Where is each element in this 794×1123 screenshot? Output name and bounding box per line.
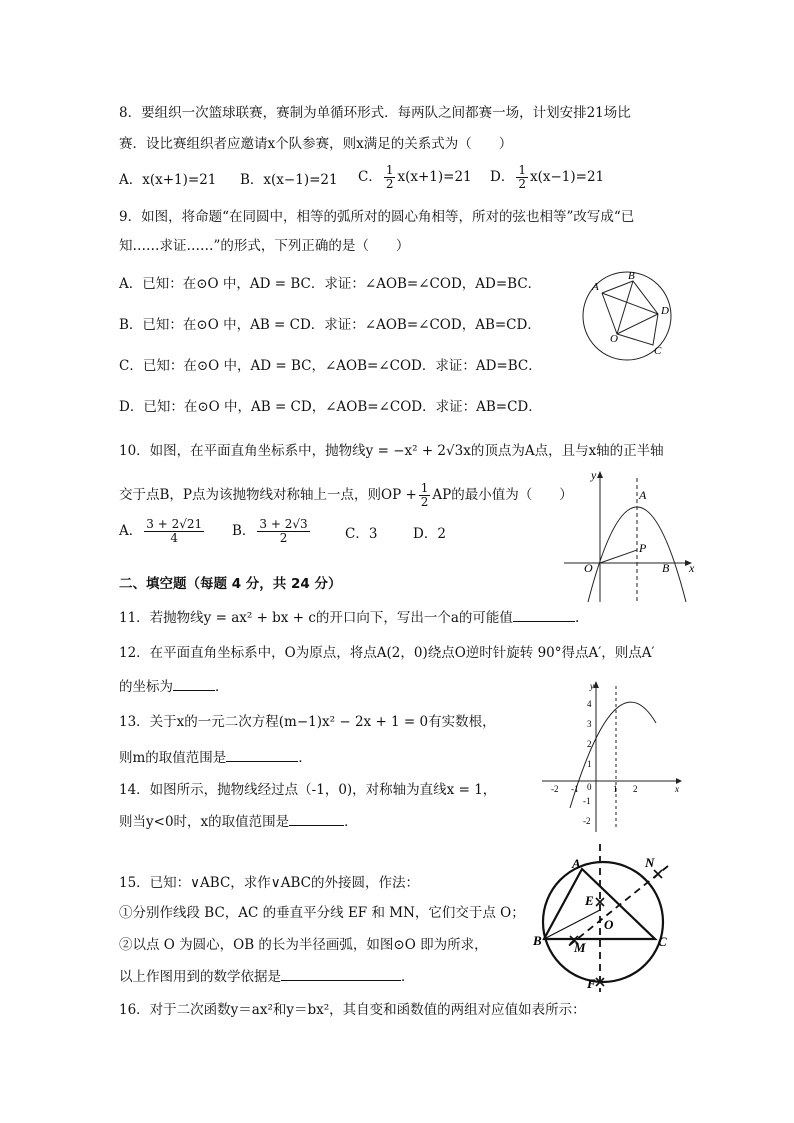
q15-circumcircle-figure <box>530 842 692 998</box>
q14-xtick-2: 2 <box>633 784 638 794</box>
q14-ytick-1: 1 <box>587 759 592 769</box>
q10-option-b-fraction: $\frac{3 + 2√3}{2}$ <box>259 517 308 545</box>
section-heading: 二、填空题（每题 4 分，共 24 分） <box>119 576 342 592</box>
q9-label-o: O <box>610 333 618 345</box>
q11-answer-blank[interactable] <box>513 607 575 622</box>
q14-ytick-neg1: -1 <box>583 796 591 806</box>
q10-option-b <box>232 518 312 545</box>
q9-option-a: A．已知：在⊙O 中，AD = BC．求证：∠AOB=∠COD，AD=BC． <box>119 276 542 292</box>
q14-xtick-1: 1 <box>613 784 618 794</box>
q9-circle-figure <box>575 270 685 370</box>
q8-option-c-label: C． <box>358 169 382 185</box>
q15-label-a: A <box>572 856 581 871</box>
q8-option-d-expr: x(x−1)=21 <box>529 169 605 185</box>
q14-answer-blank[interactable] <box>289 811 344 826</box>
q9-option-c: C．已知：在⊙O 中，AD = BC，∠AOB=∠COD．求证：AD=BC． <box>119 358 542 374</box>
q16-line1: 16．对于二次函数y＝ax²和y＝bx²，其自变和函数值的两组对应值如表所示： <box>119 1002 586 1018</box>
q8-option-d-label: D． <box>490 169 515 185</box>
half-fraction: $\frac{1}{2}$ <box>420 481 429 509</box>
q9-option-d: D．已知：在⊙O 中，AB = CD，∠AOB=∠COD．求证：AB=CD． <box>119 399 542 415</box>
q15-label-f: F <box>587 976 596 991</box>
q10-line2-post: AP的最小值为（ ） <box>432 487 573 503</box>
q9-label-c: C <box>654 345 662 357</box>
q13-answer-blank[interactable] <box>226 747 298 762</box>
q10-label-p: P <box>639 541 647 555</box>
q14-xtick-neg1: -1 <box>571 784 579 794</box>
q10-option-b-label: B． <box>232 523 256 539</box>
q12-line2: 的坐标为 ． <box>119 676 229 697</box>
q8-option-c-expr: x(x+1)=21 <box>397 169 472 185</box>
q10-line2-pre: 交于点B，P点为该抛物线对称轴上一点，则OP + <box>119 487 417 503</box>
q9-line2: 知……求证……”的形式，下列正确的是（ ） <box>119 238 410 254</box>
q9-option-b: B．已知：在⊙O 中，AB = CD．求证：∠AOB=∠COD，AB=CD． <box>119 317 541 333</box>
q14-ytick-3: 3 <box>587 719 592 729</box>
q11-text: 11．若抛物线y = ax² + bx + c的开口向下，写出一个a的可能值 <box>119 610 513 626</box>
q10-label-a: A <box>639 488 647 502</box>
q15-label-n: N <box>645 855 655 870</box>
q15-label-m: M <box>574 940 586 955</box>
q9-label-d: D <box>661 305 669 317</box>
q15-line2: ①分别作线段 BC，AC 的垂直平分线 EF 和 MN，它们交于点 O； <box>119 905 525 921</box>
q8-option-b: B．x(x−1)=21 <box>240 172 338 188</box>
q8-option-a: A．x(x+1)=21 <box>119 172 217 188</box>
q9-label-a: A <box>592 281 599 293</box>
q14-parabola-figure <box>538 678 688 836</box>
q12-answer-blank[interactable] <box>173 676 215 691</box>
q9-line1: 9．如图，将命题“在同圆中，相等的弧所对的圆心角相等，所对的弦也相等”改写成“已 <box>119 209 635 225</box>
q10-line1: 10．如图，在平面直角坐标系中，抛物线y = −x² + 2√3x的顶点为A点，且与x轴的正半轴 <box>119 443 664 459</box>
q15-line1: 15．已知：∨ABC，求作∨ABC的外接圆，作法： <box>119 875 419 891</box>
half-fraction: $\frac{1}{2}$ <box>518 163 526 191</box>
q10-option-d: D．2 <box>413 526 446 542</box>
q10-label-o: O <box>584 561 593 575</box>
q12-line1: 12．在平面直角坐标系中，O为原点，将点A(2，0)绕点O逆时针旋转 90°得点A′，则点A′ <box>119 645 655 661</box>
q14-ytick-0: 0 <box>587 782 592 792</box>
q9-label-b: B <box>628 270 635 282</box>
q8-line2: 赛．设比赛组织者应邀请x个队参赛，则x满足的关系式为（ ） <box>119 136 513 152</box>
q8-option-d <box>490 164 604 191</box>
q10-option-a-fraction: $\frac{3 + 2√21}{4}$ <box>146 517 203 545</box>
q14-ytick-4: 4 <box>587 699 592 709</box>
q14-ytick-neg2: -2 <box>583 816 591 826</box>
q15-label-b: B <box>533 933 542 948</box>
q14-ytick-2: 2 <box>587 739 592 749</box>
q10-option-c: C．3 <box>345 526 378 542</box>
q14-line2: 则当y<0时，x的取值范围是 ． <box>119 811 358 832</box>
q10-line2 <box>119 482 573 509</box>
q10-label-y: y <box>591 468 597 482</box>
q15-label-e: E <box>585 893 594 908</box>
q14-axis-y: y <box>590 681 594 691</box>
q10-parabola-figure <box>560 468 700 608</box>
q10-option-a-label: A． <box>119 523 143 539</box>
q15-label-o: O <box>604 917 614 932</box>
q10-label-b: B <box>662 561 670 575</box>
q15-label-c: C <box>658 934 667 949</box>
q10-option-a <box>119 518 206 545</box>
q13-line2: 则m的取值范围是 ． <box>119 747 312 768</box>
q14-axis-x: x <box>675 784 679 794</box>
q8-option-c <box>358 164 472 191</box>
q15-line4: 以上作图用到的数学依据是 ． <box>119 966 415 987</box>
q15-answer-blank[interactable] <box>281 966 401 981</box>
q10-label-x: x <box>689 561 695 575</box>
q15-line3: ②以点 O 为圆心，OB 的长为半径画弧，如图⊙O 即为所求， <box>119 937 488 953</box>
q14-line1: 14．如图所示，抛物线经过点（-1，0)，对称轴为直线x = 1， <box>119 782 497 798</box>
q13-line1: 13．关于x的一元二次方程(m−1)x² − 2x + 1 = 0有实数根， <box>119 714 496 730</box>
q8-line1: 8．要组织一次篮球联赛，赛制为单循环形式．每两队之间都赛一场，计划安排21场比 <box>119 105 631 121</box>
q11-line: 11．若抛物线y = ax² + bx + c的开口向下，写出一个a的可能值 . <box>119 607 579 628</box>
half-fraction: $\frac{1}{2}$ <box>385 163 394 191</box>
q14-xtick-neg2: -2 <box>551 784 559 794</box>
